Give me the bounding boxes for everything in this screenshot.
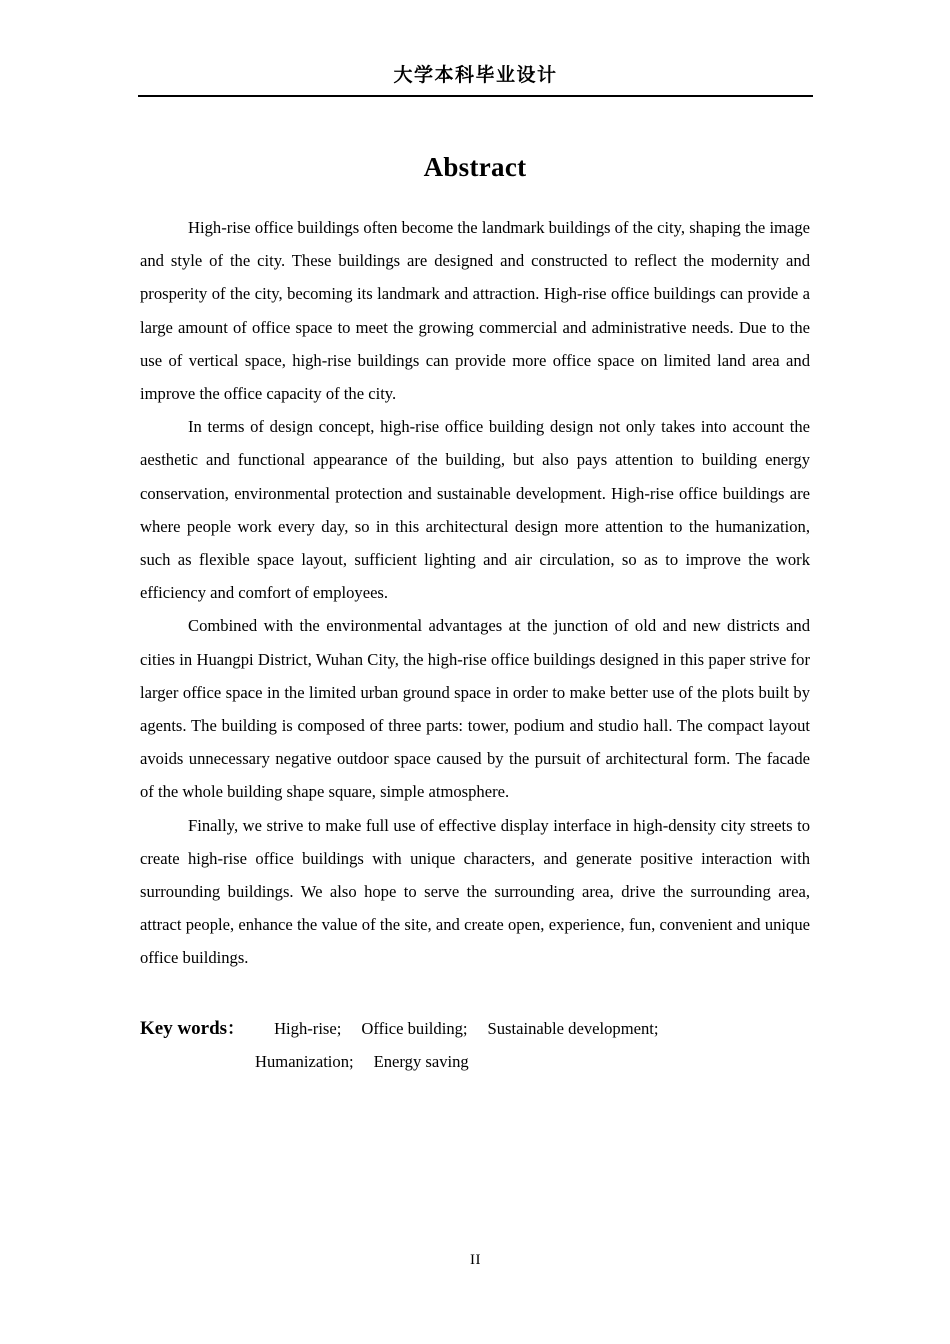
page-header — [138, 62, 813, 97]
keyword-item-4: Humanization; — [255, 1052, 354, 1072]
keywords-label: Key words — [140, 1017, 228, 1039]
page-footer — [138, 1250, 813, 1270]
abstract-paragraph-1: High-rise office buildings often become the landmark buildings of the city, shaping the image and style of the city. These buildings are designed and constructed to reflect the modernity and prosperity of the city, becoming its landmark and attraction. High-rise office buildings can provide a large amount of office space to meet the growing commercial and administrative needs. Due to the use of vertical space, high-rise buildings can provide more office space on limited land area and improve the office capacity of the city. — [140, 218, 810, 404]
keyword-item-2: Office building; — [361, 1018, 468, 1038]
abstract-paragraph-2: In terms of design concept, high-rise office building design not only takes into account the aesthetic and functional appearance of the building, but also pays attention to building energy conservation, environmental protection and sustainable development. High-rise office buildings are where people work every day, so in this architectural design more attention to the humanization, such as flexible space layout, sufficient lighting and air circulation, so as to improve the work efficiency and comfort of employees. — [140, 417, 810, 603]
page-title: Abstract — [423, 152, 527, 182]
keyword-item-5: Energy saving — [373, 1052, 469, 1072]
keywords-line-1 — [140, 1012, 810, 1046]
running-header-title: 大学本科毕业设计 — [393, 64, 558, 86]
abstract-paragraph-4: Finally, we strive to make full use of effective display interface in high-density city streets to create high-rise office buildings with unique characters, and generate positive interaction with surrounding buildings. We also hope to serve the surrounding area, drive the surrounding area, attract people, enhance the value of the site, and create open, experience, fun, convenient and unique office buildings. — [140, 815, 810, 968]
header-divider — [138, 95, 813, 97]
page-number: II — [470, 1252, 481, 1268]
abstract-paragraph-3: Combined with the environmental advantages at the junction of old and new districts and cities in Huangpi District, Wuhan City, the high-rise office buildings designed in this paper strive for larger office space in the limited urban ground space in order to make better use of the plots built by agents. The building is composed of three parts: tower, podium and studio hall. The compact layout avoids unnecessary negative outdoor space caused by the pursuit of architectural form. The facade of the whole building shape square, simple atmosphere. — [140, 616, 810, 802]
keyword-item-1: High-rise; — [274, 1018, 342, 1038]
keywords-line-2 — [140, 1045, 810, 1079]
page-content — [140, 150, 810, 1079]
keywords-section — [140, 1012, 810, 1080]
keyword-item-3: Sustainable development; — [487, 1018, 659, 1038]
keywords-colon: ： — [227, 1018, 245, 1038]
